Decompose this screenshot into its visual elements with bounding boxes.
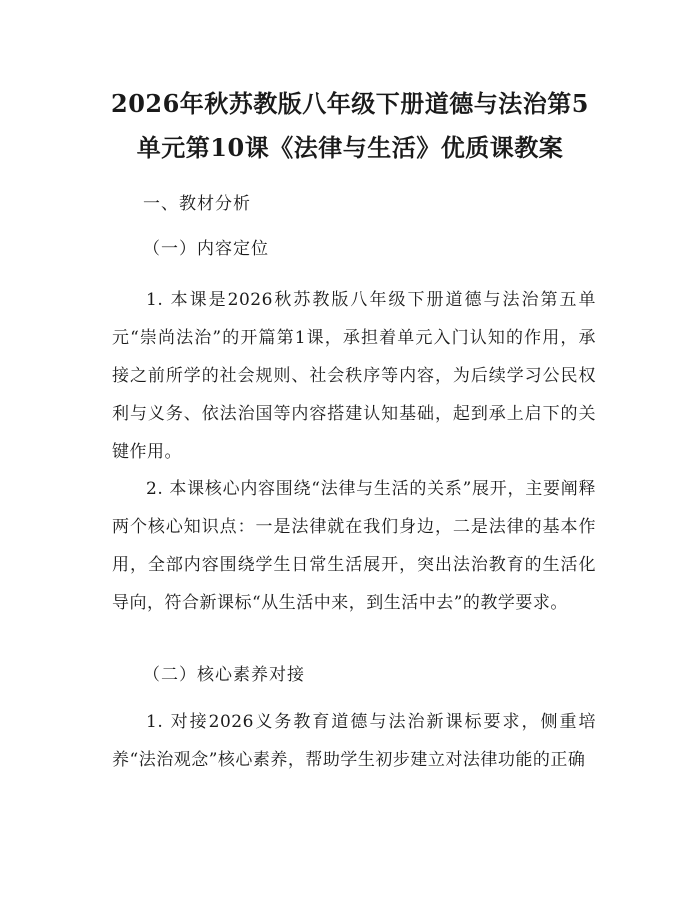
section-heading-textbook-analysis: 一、教材分析 xyxy=(143,194,251,214)
paragraph-2: 2. 本课核心内容围绕“法律与生活的关系”展开，主要阐释两个核心知识点：一是法律就在我们身边，二是法律的基本作用，全部内容围绕学生日常生活展开，突出法治教育的生活化导向，符合新课标“从生活中来，到生活中去”的教学要求。 xyxy=(112,479,596,613)
subsection-heading-core-literacy: （二）核心素养对接 xyxy=(143,665,305,685)
paragraph-3: 1. 对接2026义务教育道德与法治新课标要求，侧重培养“法治观念”核心素养，帮助学生初步建立对法律功能的正确 xyxy=(112,712,596,770)
subsection-heading-content-positioning: （一）内容定位 xyxy=(143,239,269,259)
document-title-line-2: 单元第10课《法律与生活》优质课教案 xyxy=(136,133,564,162)
document-title-line-1: 2026年秋苏教版八年级下册道德与法治第5 xyxy=(111,89,589,118)
paragraph-1: 1. 本课是2026秋苏教版八年级下册道德与法治第五单元“崇尚法治”的开篇第1课，承担着单元入门认知的作用，承接之前所学的社会规则、社会秩序等内容，为后续学习公民权利与义务、依法治国等内容搭建认知基础，起到承上启下的关键作用。 xyxy=(112,290,596,462)
